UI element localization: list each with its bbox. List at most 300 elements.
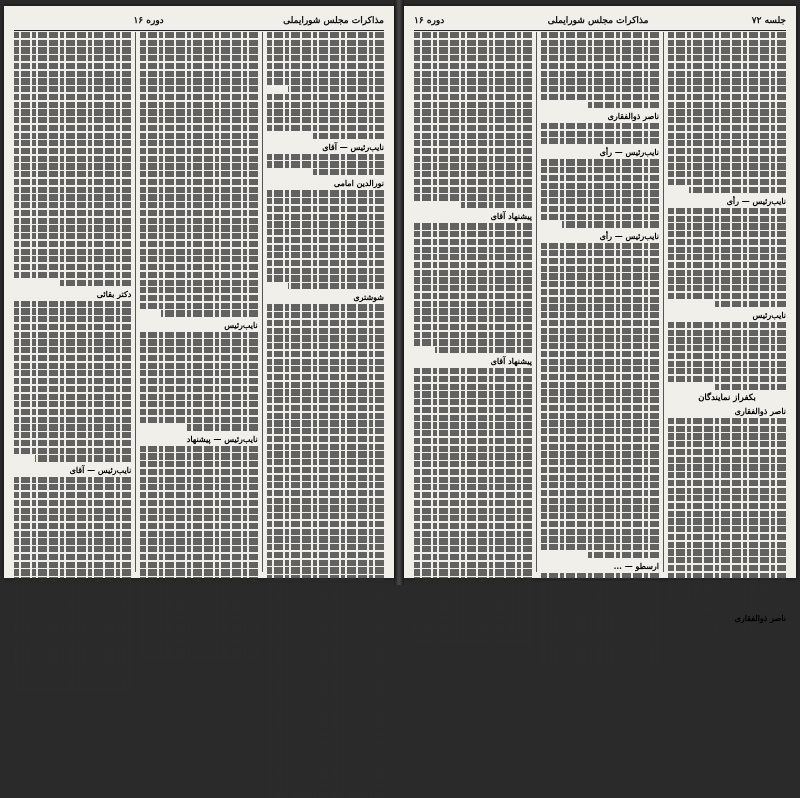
text-line	[267, 513, 384, 519]
text-line	[14, 538, 131, 544]
text-line	[140, 569, 257, 575]
text-line	[140, 554, 257, 560]
text-line	[668, 163, 786, 169]
speaker-heading: نایب‌رئیس — رأی	[726, 195, 786, 206]
text-line	[668, 426, 786, 432]
text-line	[140, 55, 257, 61]
text-line	[668, 125, 786, 131]
text-line	[267, 490, 384, 496]
text-line	[668, 277, 786, 283]
text-line	[267, 420, 384, 426]
text-line	[541, 467, 659, 473]
text-line	[140, 417, 257, 423]
text-line	[14, 125, 131, 131]
text-line	[586, 102, 659, 108]
text-line	[668, 47, 786, 53]
left-header-title: مذاکرات مجلس شورایملی	[283, 16, 384, 26]
text-line	[414, 148, 532, 154]
text-line	[541, 190, 659, 196]
text-line	[414, 140, 532, 146]
text-line	[541, 159, 659, 165]
text-line	[541, 359, 659, 365]
text-line	[668, 32, 786, 38]
text-line	[14, 32, 131, 38]
speaker-heading: نایب‌رئیس — رأی	[599, 147, 659, 158]
text-line	[140, 179, 257, 185]
text-line	[267, 94, 384, 100]
text-line	[541, 167, 659, 173]
text-line	[668, 208, 786, 214]
text-line	[668, 449, 786, 455]
text-line	[14, 241, 131, 247]
text-line	[14, 163, 131, 169]
text-line	[14, 508, 131, 514]
text-line	[140, 492, 257, 498]
text-line	[541, 428, 659, 434]
text-line	[14, 301, 131, 307]
text-line	[267, 206, 384, 212]
text-line	[414, 477, 532, 483]
text-line	[541, 413, 659, 419]
text-line	[14, 401, 131, 407]
text-line	[14, 102, 131, 108]
text-line	[14, 332, 131, 338]
text-line	[414, 531, 532, 537]
text-line	[267, 374, 384, 380]
speaker-heading: ناصر ذوالفقاری	[607, 110, 659, 121]
text-line	[689, 187, 786, 193]
text-line	[14, 47, 131, 53]
text-line	[541, 131, 659, 137]
text-line	[14, 324, 131, 330]
text-line	[668, 534, 786, 540]
text-line	[541, 397, 659, 403]
text-line	[668, 156, 786, 162]
text-line	[414, 600, 532, 606]
text-line	[267, 252, 384, 258]
text-line	[14, 678, 131, 684]
text-line	[311, 133, 384, 139]
text-line	[541, 650, 659, 656]
text-line	[414, 631, 532, 637]
text-line	[414, 500, 532, 506]
text-line	[541, 175, 659, 181]
text-line	[541, 94, 659, 100]
text-line	[267, 660, 384, 666]
text-line	[267, 335, 384, 341]
text-line	[267, 47, 384, 53]
text-line	[668, 179, 786, 185]
text-line	[140, 577, 257, 583]
right-col-3	[410, 32, 536, 572]
text-line	[668, 565, 786, 571]
text-line	[414, 332, 532, 338]
text-line	[668, 345, 786, 351]
text-line	[267, 753, 384, 759]
text-line	[140, 187, 257, 193]
speaker-heading: ناصر ذوالفقاری	[734, 612, 786, 623]
text-line	[267, 268, 384, 274]
text-line	[267, 467, 384, 473]
text-line	[14, 569, 131, 575]
text-line	[140, 355, 257, 361]
speaker-heading: نایب‌رئیس — پیشنهاد	[186, 433, 258, 444]
text-line	[140, 225, 257, 231]
text-line	[267, 652, 384, 658]
text-line	[541, 78, 659, 84]
text-line	[267, 328, 384, 334]
text-line	[14, 86, 131, 92]
text-line	[414, 262, 532, 268]
text-line	[140, 585, 257, 591]
text-line	[140, 86, 257, 92]
text-line	[541, 513, 659, 519]
text-line	[14, 409, 131, 415]
text-line	[267, 637, 384, 643]
text-line	[541, 420, 659, 426]
text-line	[14, 156, 131, 162]
text-line	[668, 171, 786, 177]
text-line	[14, 546, 131, 552]
text-line	[267, 691, 384, 697]
text-line	[541, 206, 659, 212]
text-line	[541, 490, 659, 496]
text-line	[14, 202, 131, 208]
text-line	[541, 627, 659, 633]
text-line	[140, 347, 257, 353]
text-line	[140, 647, 257, 653]
text-line	[267, 366, 384, 372]
text-line	[668, 247, 786, 253]
text-line	[140, 639, 257, 645]
text-line	[267, 784, 384, 790]
text-line	[14, 500, 131, 506]
text-line	[541, 343, 659, 349]
text-line	[668, 588, 786, 594]
text-line	[140, 508, 257, 514]
text-line	[185, 424, 258, 430]
text-line	[267, 190, 384, 196]
text-line	[14, 94, 131, 100]
text-line	[541, 71, 659, 77]
text-line	[267, 591, 384, 597]
text-line	[14, 448, 131, 454]
text-line	[414, 569, 532, 575]
text-line	[267, 359, 384, 365]
text-line	[713, 301, 786, 307]
text-line	[267, 405, 384, 411]
text-line	[140, 156, 257, 162]
text-line	[668, 557, 786, 563]
text-line	[140, 339, 257, 345]
text-line	[14, 133, 131, 139]
text-line	[541, 619, 659, 625]
text-line	[14, 585, 131, 591]
text-line	[140, 631, 257, 637]
text-line	[267, 32, 384, 38]
text-line	[541, 405, 659, 411]
text-line	[267, 312, 384, 318]
text-line	[140, 280, 257, 286]
text-line	[414, 109, 532, 115]
text-line	[414, 47, 532, 53]
speaker-heading: نورالدین امامی	[333, 178, 384, 189]
text-line	[414, 469, 532, 475]
speaker-heading: پیشنهاد آقای	[490, 356, 532, 367]
speaker-heading: شوشتری	[353, 292, 384, 303]
text-line	[140, 386, 257, 392]
text-line	[14, 386, 131, 392]
text-line	[140, 453, 257, 459]
text-line	[14, 71, 131, 77]
text-line	[414, 125, 532, 131]
text-line	[140, 515, 257, 521]
text-line	[541, 297, 659, 303]
text-line	[140, 394, 257, 400]
text-line	[435, 347, 532, 353]
text-line	[267, 102, 384, 108]
text-line	[414, 102, 532, 108]
text-line	[140, 303, 257, 309]
text-line	[414, 368, 532, 374]
text-line	[267, 451, 384, 457]
text-line	[140, 241, 257, 247]
text-line	[668, 495, 786, 501]
text-line	[140, 332, 257, 338]
text-line	[668, 480, 786, 486]
text-line	[668, 293, 786, 299]
text-line	[414, 277, 532, 283]
text-line	[414, 32, 532, 38]
text-line	[267, 583, 384, 589]
text-line	[668, 503, 786, 509]
text-line	[541, 589, 659, 595]
text-line	[14, 171, 131, 177]
text-line	[414, 270, 532, 276]
text-line	[14, 616, 131, 622]
text-line	[541, 389, 659, 395]
text-line	[541, 250, 659, 256]
text-line	[414, 399, 532, 405]
text-line	[414, 554, 532, 560]
text-line	[668, 488, 786, 494]
text-line	[14, 78, 131, 84]
text-line	[267, 505, 384, 511]
text-line	[541, 612, 659, 618]
text-line	[267, 221, 384, 227]
text-line	[267, 521, 384, 527]
text-line	[541, 643, 659, 649]
text-line	[267, 55, 384, 61]
text-line	[414, 239, 532, 245]
text-line	[541, 243, 659, 249]
text-line	[414, 40, 532, 46]
text-line	[140, 531, 257, 537]
text-line	[668, 472, 786, 478]
text-line	[668, 78, 786, 84]
text-line	[14, 394, 131, 400]
text-line	[414, 484, 532, 490]
left-col-2	[135, 32, 261, 572]
text-line	[541, 258, 659, 264]
text-line	[668, 223, 786, 229]
text-line	[668, 596, 786, 602]
text-line	[267, 792, 384, 798]
text-line	[668, 239, 786, 245]
text-line	[414, 407, 532, 413]
text-line	[414, 231, 532, 237]
text-line	[668, 148, 786, 154]
text-line	[414, 384, 532, 390]
text-line	[414, 616, 532, 622]
text-line	[414, 301, 532, 307]
text-line	[541, 382, 659, 388]
speaker-heading: نایب‌رئیس — رأی	[599, 230, 659, 241]
text-line	[140, 538, 257, 544]
text-line	[14, 148, 131, 154]
text-line	[668, 337, 786, 343]
text-line	[140, 233, 257, 239]
text-line	[267, 598, 384, 604]
text-line	[14, 370, 131, 376]
text-line	[14, 63, 131, 69]
text-line	[140, 163, 257, 169]
text-line	[541, 436, 659, 442]
text-line	[267, 475, 384, 481]
text-line	[311, 169, 384, 175]
text-line	[541, 366, 659, 372]
text-line	[140, 140, 257, 146]
text-line	[267, 552, 384, 558]
text-line	[267, 320, 384, 326]
text-line	[140, 378, 257, 384]
text-line	[267, 343, 384, 349]
text-line	[414, 515, 532, 521]
text-line	[140, 264, 257, 270]
text-line	[541, 536, 659, 542]
text-line	[14, 477, 131, 483]
text-line	[541, 123, 659, 129]
text-line	[14, 339, 131, 345]
text-line	[414, 308, 532, 314]
book-gutter	[394, 0, 404, 585]
text-line	[541, 304, 659, 310]
text-line	[140, 78, 257, 84]
section-heading: بکفراز نمایندگان	[698, 392, 756, 403]
text-line	[668, 109, 786, 115]
speaker-heading: نایب‌رئیس — آقای	[322, 141, 384, 152]
text-line	[668, 376, 786, 382]
text-line	[14, 378, 131, 384]
text-line	[140, 654, 257, 660]
text-line	[14, 194, 131, 200]
text-line	[14, 40, 131, 46]
text-line	[414, 94, 532, 100]
text-line	[668, 55, 786, 61]
text-line	[267, 668, 384, 674]
text-line	[14, 272, 131, 278]
text-line	[140, 546, 257, 552]
text-line	[140, 469, 257, 475]
text-line	[14, 225, 131, 231]
text-line	[267, 413, 384, 419]
text-line	[267, 536, 384, 542]
text-line	[14, 662, 131, 668]
text-line	[14, 355, 131, 361]
text-line	[541, 444, 659, 450]
text-line	[414, 639, 532, 645]
text-line	[14, 577, 131, 583]
text-line	[414, 293, 532, 299]
text-line	[267, 768, 384, 774]
text-line	[414, 156, 532, 162]
text-line	[541, 335, 659, 341]
text-line	[541, 47, 659, 53]
text-line	[668, 322, 786, 328]
text-line	[668, 216, 786, 222]
text-line	[414, 430, 532, 436]
text-line	[14, 187, 131, 193]
text-line	[14, 424, 131, 430]
text-line	[414, 577, 532, 583]
text-line	[267, 722, 384, 728]
text-line	[14, 562, 131, 568]
text-line	[541, 374, 659, 380]
text-line	[267, 214, 384, 220]
text-line	[541, 459, 659, 465]
text-line	[14, 608, 131, 614]
text-line	[414, 187, 532, 193]
text-line	[541, 573, 659, 579]
text-line	[140, 363, 257, 369]
text-line	[267, 428, 384, 434]
text-line	[541, 214, 659, 220]
text-line	[140, 102, 257, 108]
text-line	[140, 295, 257, 301]
text-line	[414, 285, 532, 291]
right-page-header	[414, 14, 786, 28]
text-line	[140, 600, 257, 606]
text-line	[414, 71, 532, 77]
left-page-header	[14, 14, 384, 28]
text-line	[14, 639, 131, 645]
text-line	[541, 55, 659, 61]
text-line	[586, 552, 659, 558]
text-line	[267, 498, 384, 504]
text-line	[541, 521, 659, 527]
speaker-heading: دکتر بقائی	[96, 288, 132, 299]
text-line	[267, 397, 384, 403]
text-line	[267, 275, 384, 281]
text-line	[267, 614, 384, 620]
text-line	[59, 280, 132, 286]
text-line	[14, 308, 131, 314]
text-line	[541, 281, 659, 287]
text-line	[267, 260, 384, 266]
text-line	[414, 453, 532, 459]
text-line	[414, 133, 532, 139]
text-line	[14, 233, 131, 239]
text-line	[541, 604, 659, 610]
text-line	[140, 624, 257, 630]
text-line	[14, 624, 131, 630]
text-line	[668, 542, 786, 548]
text-line	[14, 256, 131, 262]
text-line	[267, 40, 384, 46]
text-line	[668, 117, 786, 123]
text-line	[414, 223, 532, 229]
text-line	[140, 608, 257, 614]
